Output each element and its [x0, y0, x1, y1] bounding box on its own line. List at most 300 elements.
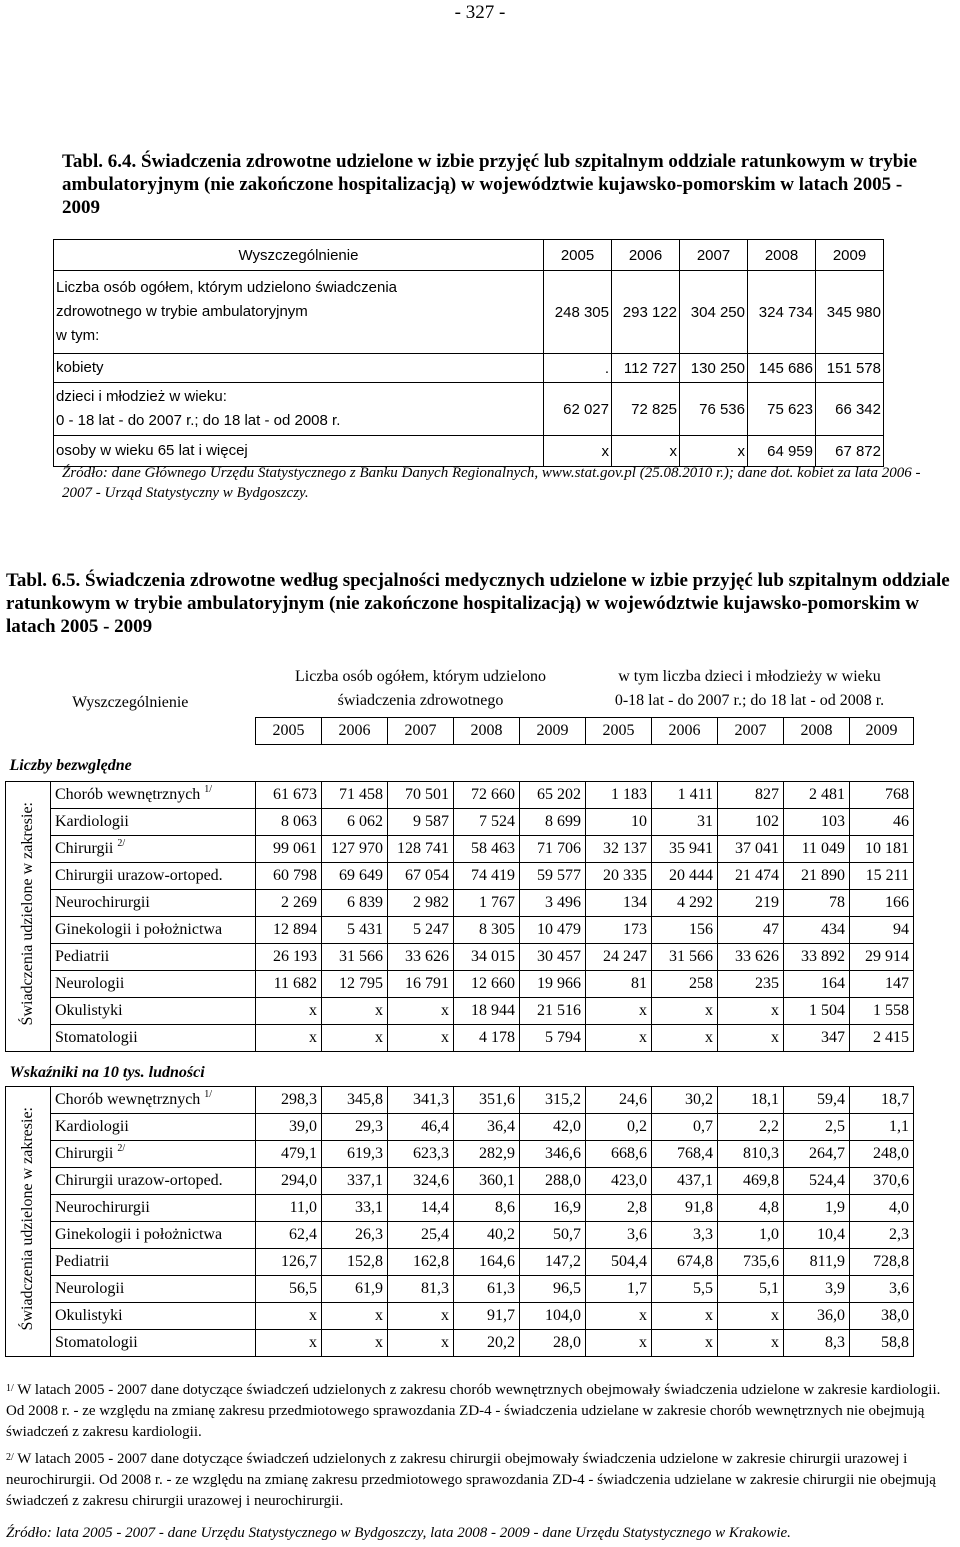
table2-cell: x	[256, 1303, 322, 1330]
table2-cell: 11 049	[784, 836, 850, 863]
table2-cell: 360,1	[454, 1168, 520, 1195]
table2-cell: 5 794	[520, 1025, 586, 1052]
table2-cell: 29,3	[322, 1114, 388, 1141]
table2-cell: 827	[718, 782, 784, 809]
table2-row	[6, 1087, 914, 1114]
table2-year: 2009	[520, 718, 586, 745]
table2-row	[6, 836, 914, 863]
table2-cell: 11 682	[256, 971, 322, 998]
footnote-1-text: W latach 2005 - 2007 dane dotyczące świadczeń udzielonych z zakresu chorób wewnętrznych obejmowały świadczenia udzielone w zakresie kardiologii. Od 2008 r. - ze względu na zmianę zakresu przedmiotowego sprawozdania ZD-4 - świadczenia udzielane w zakresie chorób wewnętrznych nie obejmują świadczeń z zakresu kardiologii.	[6, 1382, 941, 1440]
table2-cell: 94	[850, 917, 914, 944]
table2-section-row	[6, 745, 914, 776]
table2-cell: x	[718, 1025, 784, 1052]
table2-row-label	[51, 971, 256, 998]
table2-cell: 40,2	[454, 1222, 520, 1249]
table2-cell: 58 463	[454, 836, 520, 863]
table1-cell: 304 250	[680, 271, 748, 354]
table2-cell: 10,4	[784, 1222, 850, 1249]
table1-row-label-line: osoby w wieku 65 lat i więcej	[56, 442, 248, 459]
table2-cell: 2 481	[784, 782, 850, 809]
table2-cell: 235	[718, 971, 784, 998]
table2-cell: 18,1	[718, 1087, 784, 1114]
table2-cell: 91,8	[652, 1195, 718, 1222]
table2-cell: 21 474	[718, 863, 784, 890]
table2-cell: x	[322, 998, 388, 1025]
table2-cell: 1 183	[586, 782, 652, 809]
table2-cell: 2 415	[850, 1025, 914, 1052]
table2-cell: 24,6	[586, 1087, 652, 1114]
table2-row-label	[51, 1168, 256, 1195]
table2-row	[6, 1303, 914, 1330]
table2-cell: 65 202	[520, 782, 586, 809]
table2-section-title: Liczby bezwględne	[9, 757, 132, 774]
table2-cell: 4,0	[850, 1195, 914, 1222]
table2-cell: 30 457	[520, 944, 586, 971]
table2-cell: 282,9	[454, 1141, 520, 1168]
footnote-1	[6, 1380, 952, 1443]
table2-row	[6, 944, 914, 971]
table1-year: 2005	[544, 240, 612, 271]
table2-row-label-text: Chorób wewnętrznych	[55, 1091, 201, 1108]
table2-cell: 423,0	[586, 1168, 652, 1195]
table2-cell: 21 516	[520, 998, 586, 1025]
table2-cell: 42,0	[520, 1114, 586, 1141]
table2-cell: 147	[850, 971, 914, 998]
table2-cell: 619,3	[322, 1141, 388, 1168]
table2-side-label	[6, 782, 51, 1052]
table2-cell: 6 062	[322, 809, 388, 836]
table2-cell: 5,1	[718, 1276, 784, 1303]
table2-title: Tabl. 6.5. Świadczenia zdrowotne według specjalności medycznych udzielone w izbie przyjęć lub szpitalnym oddziale ratunkowym w trybie ambulatoryjnym (nie zakończone hospitalizacją) w województwie kujawsko-pomorskim w latach 2005 - 2009	[6, 570, 950, 637]
table2-group2-header	[586, 661, 914, 718]
table2-row-label	[51, 1087, 256, 1114]
table1-cell: 145 686	[748, 354, 816, 383]
table2-row	[6, 782, 914, 809]
table1-year: 2009	[816, 240, 884, 271]
table2-cell: 102	[718, 809, 784, 836]
table1-cell: 67 872	[816, 436, 884, 467]
table2-row-label	[51, 1330, 256, 1357]
table2-cell: 264,7	[784, 1141, 850, 1168]
table2-cell: 67 054	[388, 863, 454, 890]
table2-cell: 0,2	[586, 1114, 652, 1141]
table2-cell: 50,7	[520, 1222, 586, 1249]
table2-cell: 2,5	[784, 1114, 850, 1141]
table2-year: 2008	[784, 718, 850, 745]
table2-cell: x	[388, 998, 454, 1025]
table2-cell: x	[586, 998, 652, 1025]
table1-cell: x	[680, 436, 748, 467]
table2-cell: 134	[586, 890, 652, 917]
table2-cell: 1 558	[850, 998, 914, 1025]
table2-row	[6, 863, 914, 890]
table2-cell: 58,8	[850, 1330, 914, 1357]
table2-cell: 12 894	[256, 917, 322, 944]
table2-cell: 1,1	[850, 1114, 914, 1141]
table2-cell: 347	[784, 1025, 850, 1052]
table2-year: 2009	[850, 718, 914, 745]
table1-row-label	[54, 271, 544, 354]
table1-cell: 151 578	[816, 354, 884, 383]
table2-row-label	[51, 1249, 256, 1276]
table1-cell: 76 536	[680, 383, 748, 436]
table2-cell: x	[586, 1303, 652, 1330]
table1-cell: 75 623	[748, 383, 816, 436]
table2-group1-header-line: Liczba osób ogółem, którym udzielono	[294, 668, 547, 685]
table2-section-title: Wskaźniki na 10 tys. ludności	[9, 1064, 205, 1081]
table2-cell: 6 839	[322, 890, 388, 917]
table2-row-label	[51, 1141, 256, 1168]
footnote-2	[6, 1449, 952, 1512]
table2-cell: 20,2	[454, 1330, 520, 1357]
table2-row-label	[51, 1195, 256, 1222]
table2-cell: 469,8	[718, 1168, 784, 1195]
table2-row	[6, 917, 914, 944]
table2-row	[6, 1141, 914, 1168]
table2-row-label	[51, 782, 256, 809]
table2-cell: 37 041	[718, 836, 784, 863]
table2-cell: 10 181	[850, 836, 914, 863]
table2-row	[6, 1276, 914, 1303]
table2-row-label	[51, 1276, 256, 1303]
table2-cell: 5 247	[388, 917, 454, 944]
table2-cell: 152,8	[322, 1249, 388, 1276]
table2-cell: 26,3	[322, 1222, 388, 1249]
table2-group1-header-line: świadczenia zdrowotnego	[337, 692, 504, 709]
table2-cell: 3 496	[520, 890, 586, 917]
table2-row	[6, 1114, 914, 1141]
table2-year: 2006	[322, 718, 388, 745]
table2-cell: x	[586, 1025, 652, 1052]
table2-row-label-text: Stomatologii	[55, 1029, 138, 1046]
table2-cell: 35 941	[652, 836, 718, 863]
table2-cell: 674,8	[652, 1249, 718, 1276]
table2-row	[6, 1168, 914, 1195]
table2-row-footnote-mark: 2/	[117, 1143, 126, 1154]
table2-cell: 69 649	[322, 863, 388, 890]
table2-cell: 337,1	[322, 1168, 388, 1195]
table2-cell: 15 211	[850, 863, 914, 890]
table2-cell: 346,6	[520, 1141, 586, 1168]
table2-cell: 1 767	[454, 890, 520, 917]
table2-cell: 147,2	[520, 1249, 586, 1276]
table2-cell: 74 419	[454, 863, 520, 890]
table1-cell: 62 027	[544, 383, 612, 436]
table1-year: 2007	[680, 240, 748, 271]
table2-cell: 16,9	[520, 1195, 586, 1222]
table2	[5, 661, 914, 1357]
table2-cell: x	[718, 1330, 784, 1357]
table2-cell: 7 524	[454, 809, 520, 836]
table2-cell: 56,5	[256, 1276, 322, 1303]
table2-cell: 46	[850, 809, 914, 836]
table2-cell: 34 015	[454, 944, 520, 971]
table2-cell: 31 566	[322, 944, 388, 971]
table2-row	[6, 890, 914, 917]
table2-row-label-text: Pediatrii	[55, 948, 110, 965]
table2-row-label	[51, 1025, 256, 1052]
table1-row-label	[54, 383, 544, 436]
table2-cell: 104,0	[520, 1303, 586, 1330]
table2-cell: 8,3	[784, 1330, 850, 1357]
table2-cell: 10 479	[520, 917, 586, 944]
table2-cell: 164	[784, 971, 850, 998]
table2-row-label	[51, 1303, 256, 1330]
table2-year: 2005	[586, 718, 652, 745]
table2-cell: 60 798	[256, 863, 322, 890]
table1-cell: 293 122	[612, 271, 680, 354]
table2-cell: 434	[784, 917, 850, 944]
table2-cell: 39,0	[256, 1114, 322, 1141]
table2-group1-header	[256, 661, 586, 718]
table2-cell: x	[322, 1025, 388, 1052]
table2-cell: 99 061	[256, 836, 322, 863]
table2-cell: 91,7	[454, 1303, 520, 1330]
table2-year: 2007	[718, 718, 784, 745]
table2-cell: x	[388, 1303, 454, 1330]
table2-cell: 1,0	[718, 1222, 784, 1249]
table2-cell: 2 982	[388, 890, 454, 917]
table2-cell: 8 305	[454, 917, 520, 944]
table2-cell: x	[586, 1330, 652, 1357]
table2-cell: 18,7	[850, 1087, 914, 1114]
table1-row	[54, 354, 884, 383]
table2-row-footnote-mark: 2/	[117, 838, 126, 849]
table2-cell: 61,3	[454, 1276, 520, 1303]
table2-year: 2005	[256, 718, 322, 745]
table2-cell: 8 063	[256, 809, 322, 836]
table2-cell: 768,4	[652, 1141, 718, 1168]
table2-year: 2006	[652, 718, 718, 745]
table2-cell: x	[652, 1330, 718, 1357]
table2-cell: 30,2	[652, 1087, 718, 1114]
table2-cell: 288,0	[520, 1168, 586, 1195]
table2-row-label-text: Neurochirurgii	[55, 894, 150, 911]
table2-cell: 59 577	[520, 863, 586, 890]
table2-cell: 33 626	[718, 944, 784, 971]
table2-cell: 8,6	[454, 1195, 520, 1222]
table2-cell: 2 269	[256, 890, 322, 917]
table2-cell: 173	[586, 917, 652, 944]
table2-cell: 370,6	[850, 1168, 914, 1195]
table2-cell: 81	[586, 971, 652, 998]
table2-cell: 735,6	[718, 1249, 784, 1276]
table2-row	[6, 1222, 914, 1249]
table2-cell: 623,3	[388, 1141, 454, 1168]
table2-row-label	[51, 809, 256, 836]
table2-row	[6, 971, 914, 998]
table2-row	[6, 809, 914, 836]
table2-cell: 437,1	[652, 1168, 718, 1195]
table1-row-label-line: Liczba osób ogółem, którym udzielono świadczenia	[56, 279, 398, 296]
table2-cell: 1 411	[652, 782, 718, 809]
table2-row-label-text: Pediatrii	[55, 1253, 110, 1270]
table2-cell: 71 706	[520, 836, 586, 863]
table2-section-row	[6, 1052, 914, 1083]
table1-cell: x	[612, 436, 680, 467]
footnote-2-mark: 2/	[6, 1452, 14, 1463]
table2-cell: 72 660	[454, 782, 520, 809]
table2-cell: 162,8	[388, 1249, 454, 1276]
table2-year: 2007	[388, 718, 454, 745]
table2-cell: 46,4	[388, 1114, 454, 1141]
table2-cell: 36,0	[784, 1303, 850, 1330]
table2-side-label-text: Świadczenia udzielone w zakresie:	[19, 1107, 36, 1331]
table2-cell: 1,9	[784, 1195, 850, 1222]
table2-year: 2008	[454, 718, 520, 745]
table1-row-label	[54, 436, 544, 467]
table2-cell: 31 566	[652, 944, 718, 971]
table2-group2-header-line: w tym liczba dzieci i młodzieży w wieku	[618, 668, 881, 685]
table2-cell: 19 966	[520, 971, 586, 998]
table2-cell: 248,0	[850, 1141, 914, 1168]
table2-cell: 33 892	[784, 944, 850, 971]
table1-cell: 66 342	[816, 383, 884, 436]
table1-cell: 248 305	[544, 271, 612, 354]
table1-title: Tabl. 6.4. Świadczenia zdrowotne udzielone w izbie przyjęć lub szpitalnym oddziale ratunkowym w trybie ambulatoryjnym (nie zakończone hospitalizacją) w województwie kujawsko-pomorskim w latach 2005 - 2009	[62, 151, 917, 218]
table2-cell: 127 970	[322, 836, 388, 863]
table2-cell: x	[322, 1330, 388, 1357]
footnote-1-mark: 1/	[6, 1383, 14, 1394]
table2-cell: 78	[784, 890, 850, 917]
table2-cell: 81,3	[388, 1276, 454, 1303]
table2-row-label-text: Ginekologii i położnictwa	[55, 1226, 223, 1243]
table2-row-label-text: Neurologii	[55, 1280, 125, 1297]
table1-row-label-line: zdrowotnego w trybie ambulatoryjnym	[56, 303, 308, 320]
table2-cell: 29 914	[850, 944, 914, 971]
table1-cell: 130 250	[680, 354, 748, 383]
table2-cell: 21 890	[784, 863, 850, 890]
table2-cell: 96,5	[520, 1276, 586, 1303]
table1-cell: 112 727	[612, 354, 680, 383]
table2-cell: 61 673	[256, 782, 322, 809]
table2-cell: 20 444	[652, 863, 718, 890]
table2-cell: 258	[652, 971, 718, 998]
table1-year: 2006	[612, 240, 680, 271]
table2-row-footnote-mark: 1/	[204, 784, 213, 795]
table2-cell: x	[256, 1025, 322, 1052]
table2-cell: 4,8	[718, 1195, 784, 1222]
table1-row-label-line: kobiety	[56, 359, 104, 376]
table1-row-label	[54, 354, 544, 383]
table2-cell: 166	[850, 890, 914, 917]
table2-cell: x	[718, 998, 784, 1025]
table1	[53, 239, 884, 467]
table2-cell: 33,1	[322, 1195, 388, 1222]
table2-cell: x	[388, 1330, 454, 1357]
table2-cell: x	[652, 1303, 718, 1330]
table2-row-label	[51, 998, 256, 1025]
table1-year: 2008	[748, 240, 816, 271]
table2-row-label-text: Okulistyki	[55, 1002, 123, 1019]
table2-cell: 8 699	[520, 809, 586, 836]
table2-cell: 3,9	[784, 1276, 850, 1303]
table1-row-label-line: dzieci i młodzież w wieku:	[56, 388, 227, 405]
table2-row-label-text: Chirurgii urazow-ortoped.	[55, 1172, 223, 1189]
table2-cell: 3,6	[586, 1222, 652, 1249]
table2-row	[6, 998, 914, 1025]
table2-row	[6, 1330, 914, 1357]
table1-row-label-line: 0 - 18 lat - do 2007 r.; do 18 lat - od 2008 r.	[56, 412, 341, 429]
table1-row	[54, 436, 884, 467]
table2-cell: 14,4	[388, 1195, 454, 1222]
table2-cell: x	[652, 998, 718, 1025]
table2-cell: 3,6	[850, 1276, 914, 1303]
table2-cell: 32 137	[586, 836, 652, 863]
table1-row	[54, 383, 884, 436]
table2-cell: 219	[718, 890, 784, 917]
table2-row-label-text: Stomatologii	[55, 1334, 138, 1351]
table2-cell: 164,6	[454, 1249, 520, 1276]
table2-cell: 810,3	[718, 1141, 784, 1168]
table1-cell: 64 959	[748, 436, 816, 467]
table2-row-label	[51, 890, 256, 917]
table2-side-label	[6, 1087, 51, 1357]
table1-row	[54, 271, 884, 354]
table2-cell: 156	[652, 917, 718, 944]
table2-cell: 2,3	[850, 1222, 914, 1249]
table2-cell: 524,4	[784, 1168, 850, 1195]
table2-cell: 70 501	[388, 782, 454, 809]
table1-header-row	[54, 240, 884, 271]
table2-cell: 3,3	[652, 1222, 718, 1249]
table1-cell: 72 825	[612, 383, 680, 436]
table2-cell: 71 458	[322, 782, 388, 809]
table2-cell: 31	[652, 809, 718, 836]
table2-row-label	[51, 863, 256, 890]
table2-cell: 62,4	[256, 1222, 322, 1249]
table2-row-label-text: Chirurgii	[55, 840, 114, 857]
table2-row-label	[51, 917, 256, 944]
table2-cell: 811,9	[784, 1249, 850, 1276]
table2-cell: 16 791	[388, 971, 454, 998]
table2-row-label-text: Chorób wewnętrznych	[55, 786, 201, 803]
table2-side-label-text: Świadczenia udzielone w zakresie:	[19, 802, 36, 1026]
table2-cell: 0,7	[652, 1114, 718, 1141]
table2-cell: 59,4	[784, 1087, 850, 1114]
table2-cell: 2,2	[718, 1114, 784, 1141]
table2-cell: 345,8	[322, 1087, 388, 1114]
table2-cell: 668,6	[586, 1141, 652, 1168]
table2-cell: 2,8	[586, 1195, 652, 1222]
table2-cell: 5 431	[322, 917, 388, 944]
table2-cell: 324,6	[388, 1168, 454, 1195]
table1-header-label: Wyszczególnienie	[54, 240, 544, 271]
table2-cell: 18 944	[454, 998, 520, 1025]
table2-cell: 12 795	[322, 971, 388, 998]
table2-cell: 47	[718, 917, 784, 944]
table2-cell: 1 504	[784, 998, 850, 1025]
table2-cell: 341,3	[388, 1087, 454, 1114]
table2-cell: 4 292	[652, 890, 718, 917]
table2-cell: x	[718, 1303, 784, 1330]
table2-cell: 103	[784, 809, 850, 836]
table2-cell: x	[256, 1330, 322, 1357]
table2-cell: 12 660	[454, 971, 520, 998]
footnote-2-text: W latach 2005 - 2007 dane dotyczące świadczeń udzielonych z zakresu chirurgii obejmowały świadczenia udzielone w zakresie chirurgii urazowej i neurochirurgii. Od 2008 r. - ze względu na zmianę zakresu przedmiotowego sprawozdania ZD-4 - świadczenia udzielane w zakresie chirurgii nie obejmują świadczeń z zakresu chirurgii urazowej i neurochirurgii.	[6, 1451, 936, 1509]
table2-row	[6, 1249, 914, 1276]
table1-cell: 324 734	[748, 271, 816, 354]
table2-cell: 294,0	[256, 1168, 322, 1195]
table1-cell: 345 980	[816, 271, 884, 354]
table2-cell: 24 247	[586, 944, 652, 971]
table2-cell: 9 587	[388, 809, 454, 836]
table2-cell: 25,4	[388, 1222, 454, 1249]
table2-row	[6, 1025, 914, 1052]
page-number: - 327 -	[454, 2, 506, 23]
table2-row-label-text: Kardiologii	[55, 813, 129, 830]
table2-header-label: Wyszczególnienie	[72, 693, 189, 711]
